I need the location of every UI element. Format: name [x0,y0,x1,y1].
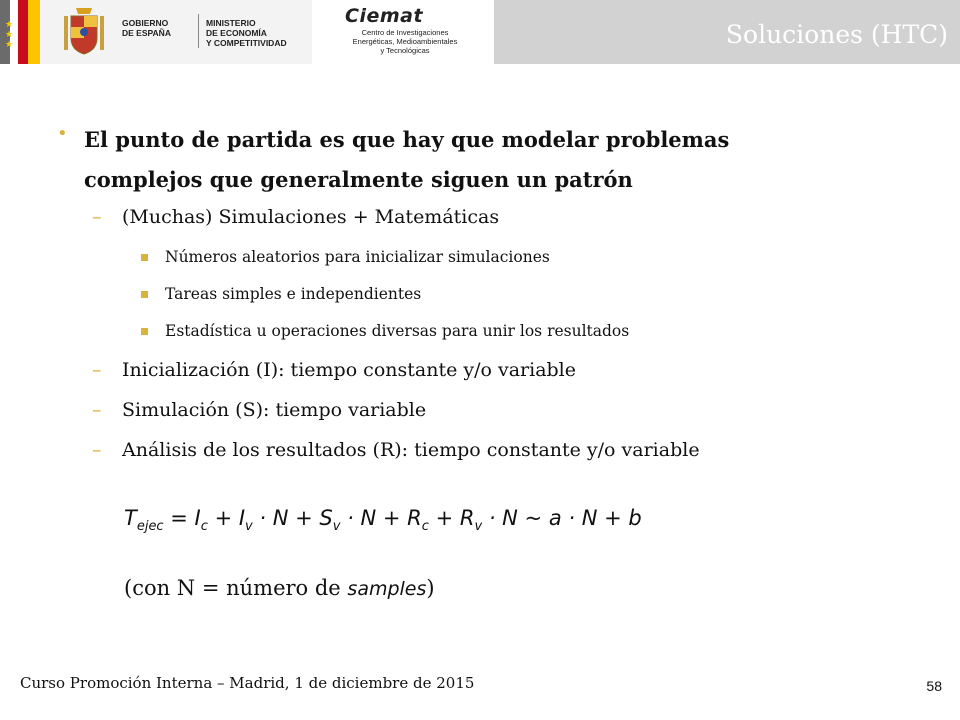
bullet-dot: • [57,123,68,144]
dash-marker: – [92,359,102,381]
ciemat-subtitle: Centro de Investigaciones Energéticas, Medioambientales y Tecnológicas [352,28,458,55]
sub-bullet-analisis: Análisis de los resultados (R): tiempo constante y/o variable [122,439,700,461]
sub-item-estadistica: Estadística u operaciones diversas para unir los resultados [165,322,630,340]
government-label: GOBIERNO DE ESPAÑA [122,18,171,38]
sub-item-tareas: Tareas simples e independientes [165,285,422,303]
formula-note: (con N = número de samples) [124,576,435,600]
slide-title: Soluciones (HTC) [725,20,948,49]
square-bullet [141,328,148,335]
main-bullet-line2: complejos que generalmente siguen un patrón [84,167,633,192]
ministry-label: MINISTERIO DE ECONOMÍA Y COMPETITIVIDAD [206,18,287,48]
sub-bullet-inicializacion: Inicialización (I): tiempo constante y/o variable [122,359,577,381]
time-formula: $T_{ejec} = I_c + I_v \cdot N + S_v \cdot N + R_c + R_v \cdot N$ ~ a · N + b [124,506,642,535]
dash-marker: – [92,206,102,228]
square-bullet [141,254,148,261]
sub-bullet-simulaciones: (Muchas) Simulaciones + Matemáticas [122,206,500,228]
dash-marker: – [92,399,102,421]
dash-marker: – [92,439,102,461]
page-number: 58 [926,678,942,694]
sub-bullet-simulacion: Simulación (S): tiempo variable [122,399,427,421]
main-bullet-line1: El punto de partida es que hay que modelar problemas [84,127,730,152]
footer-text: Curso Promoción Interna – Madrid, 1 de diciembre de 2015 [20,674,475,692]
square-bullet [141,291,148,298]
eu-stars-icon: ★ ★ ★ [4,20,14,50]
sub-item-numeros: Números aleatorios para inicializar simulaciones [165,248,550,266]
ciemat-logo: Ciemat [345,5,424,27]
